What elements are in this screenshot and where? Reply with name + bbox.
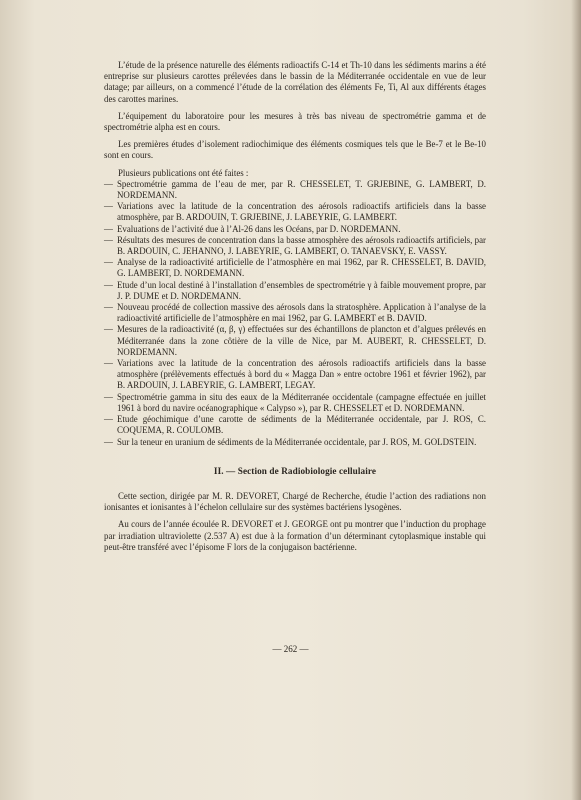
paragraph-research-results: Au cours de l’année écoulée R. DEVORET et J. GEORGE ont pu montrer que l’induction du prophage par irradiation ultraviolette (2.537 A) est due à la formation d’un déterminant cytoplasmique instable qui peut-être transféré avec l’épisome F lors de la conjugaison bactérienne. [104, 519, 486, 552]
list-item [104, 358, 486, 392]
publication-text: Résultats des mesures de concentration dans la basse atmosphère des aérosols radioactifs artificiels, par B. ARDOUIN, C. JEHANNO, J. LABEYRIE, G. LAMBERT, O. TANAEVSKY, E. VASSY. [117, 234, 486, 257]
page-number: — 262 — [272, 644, 309, 654]
list-item [104, 280, 486, 302]
section-heading: II. — Section de Radiobiologie cellulaire [213, 465, 377, 476]
dash-bullet: — [104, 234, 113, 245]
publication-text: Evaluations de l’activité due à l’Al-26 dans les Océans, par D. NORDEMANN. [117, 223, 401, 234]
publication-text: Nouveau procédé de collection massive des aérosols dans la stratosphère. Application à l’analyse de la radioactivité artificielle de l’atmosphère en mai 1962, par G. LAMBERT et B. DAVID. [117, 302, 486, 324]
publication-text: Variations avec la latitude de la concentration des aérosols radioactifs artificiels dans la basse atmosphère (prélèvements effectués à bord du « Magga Dan » entre octobre 1961 et février 1962), par B. ARDOUIN, J. LABEYRIE, G. LAMBERT, LEGAY. [117, 358, 486, 391]
list-item [104, 257, 486, 279]
publication-text: Etude géochimique d’une carotte de sédiments de la Méditerranée occidentale, par J. ROS, C. COQUEMA, R. COULOMB. [117, 414, 486, 436]
list-item [104, 235, 486, 257]
publication-text: Mesures de la radioactivité (α, β, γ) effectuées sur des échantillons de plancton et d’algues prélevés en Méditerranée dans la zone côtière de la ville de Nice, par M. AUBERT, R. CHESSELET, D. NORDEMANN. [117, 324, 486, 357]
paragraph-section-description: Cette section, dirigée par M. R. DEVORET, Chargé de Recherche, étudie l’action des radiations non ionisantes et ionisantes à l’échelon cellulaire sur des systèmes bactériens lysogènes. [104, 490, 486, 513]
list-item [104, 437, 486, 448]
page-body [104, 60, 486, 559]
dash-bullet: — [104, 201, 113, 212]
dash-bullet: — [104, 436, 113, 447]
dash-bullet: — [104, 324, 113, 335]
list-item [104, 224, 486, 235]
dash-bullet: — [104, 391, 113, 402]
dash-bullet: — [104, 279, 113, 290]
dash-bullet: — [104, 223, 113, 234]
paragraph-sediment-study: L’étude de la présence naturelle des éléments radioactifs C-14 et Th-10 dans les sédiments marins a été entreprise sur plusieurs carottes prélevées dans le bassin de la Méditerranée occidentale en vue de leur datage; par ailleurs, on a commencé l’étude de la corrélation des éléments Fe, Ti, Al aux différents étages des carottes marines. [104, 60, 486, 104]
publications-intro: Plusieurs publications ont été faites : [118, 167, 249, 178]
list-item [104, 179, 486, 201]
publication-text: Sur la teneur en uranium de sédiments de la Méditerranée occidentale, par J. ROS, M. GOLDSTEIN. [117, 436, 477, 447]
list-item [104, 392, 486, 414]
list-item [104, 414, 486, 436]
publication-text: Spectrométrie gamma de l’eau de mer, par R. CHESSELET, T. GRJEBINE, G. LAMBERT, D. NORDEMANN. [117, 178, 486, 201]
page-edge-shadow [571, 0, 581, 800]
dash-bullet: — [104, 257, 113, 268]
list-item [104, 302, 486, 324]
paragraph-cosmic-elements: Les premières études d’isolement radiochimique des éléments cosmiques tels que le Be-7 et le Be-10 sont en cours. [104, 139, 486, 161]
paragraph-lab-equipment: L’équipement du laboratoire pour les mesures à très bas niveau de spectrométrie gamma et de spectrométrie alpha est en cours. [104, 110, 486, 133]
publication-text: Spectrométrie gamma in situ des eaux de la Méditerranée occidentale (campagne effectuée en juillet 1961 à bord du navire océanographique « Calypso »), par R. CHESSELET et D. NORDEMANN. [117, 391, 486, 413]
publications-list [104, 179, 486, 448]
list-item [104, 324, 486, 358]
dash-bullet: — [104, 358, 113, 369]
publication-text: Analyse de la radioactivité artificielle de l’atmosphère en mai 1962, par R. CHESSELET, B. DAVID, G. LAMBERT, D. NORDEMANN. [117, 257, 486, 279]
publication-text: Variations avec la latitude de la concentration des aérosols radioactifs artificiels dans la basse atmosphère, par B. ARDOUIN, T. GRJEBINE, J. LABEYRIE, G. LAMBERT. [117, 201, 486, 223]
list-item [104, 201, 486, 223]
publication-text: Etude d’un local destiné à l’installation d’ensembles de spectrométrie γ à faible mouvement propre, par J. P. DUME et D. NORDEMANN. [117, 279, 486, 301]
dash-bullet: — [104, 302, 113, 313]
dash-bullet: — [104, 178, 113, 189]
dash-bullet: — [104, 414, 113, 425]
